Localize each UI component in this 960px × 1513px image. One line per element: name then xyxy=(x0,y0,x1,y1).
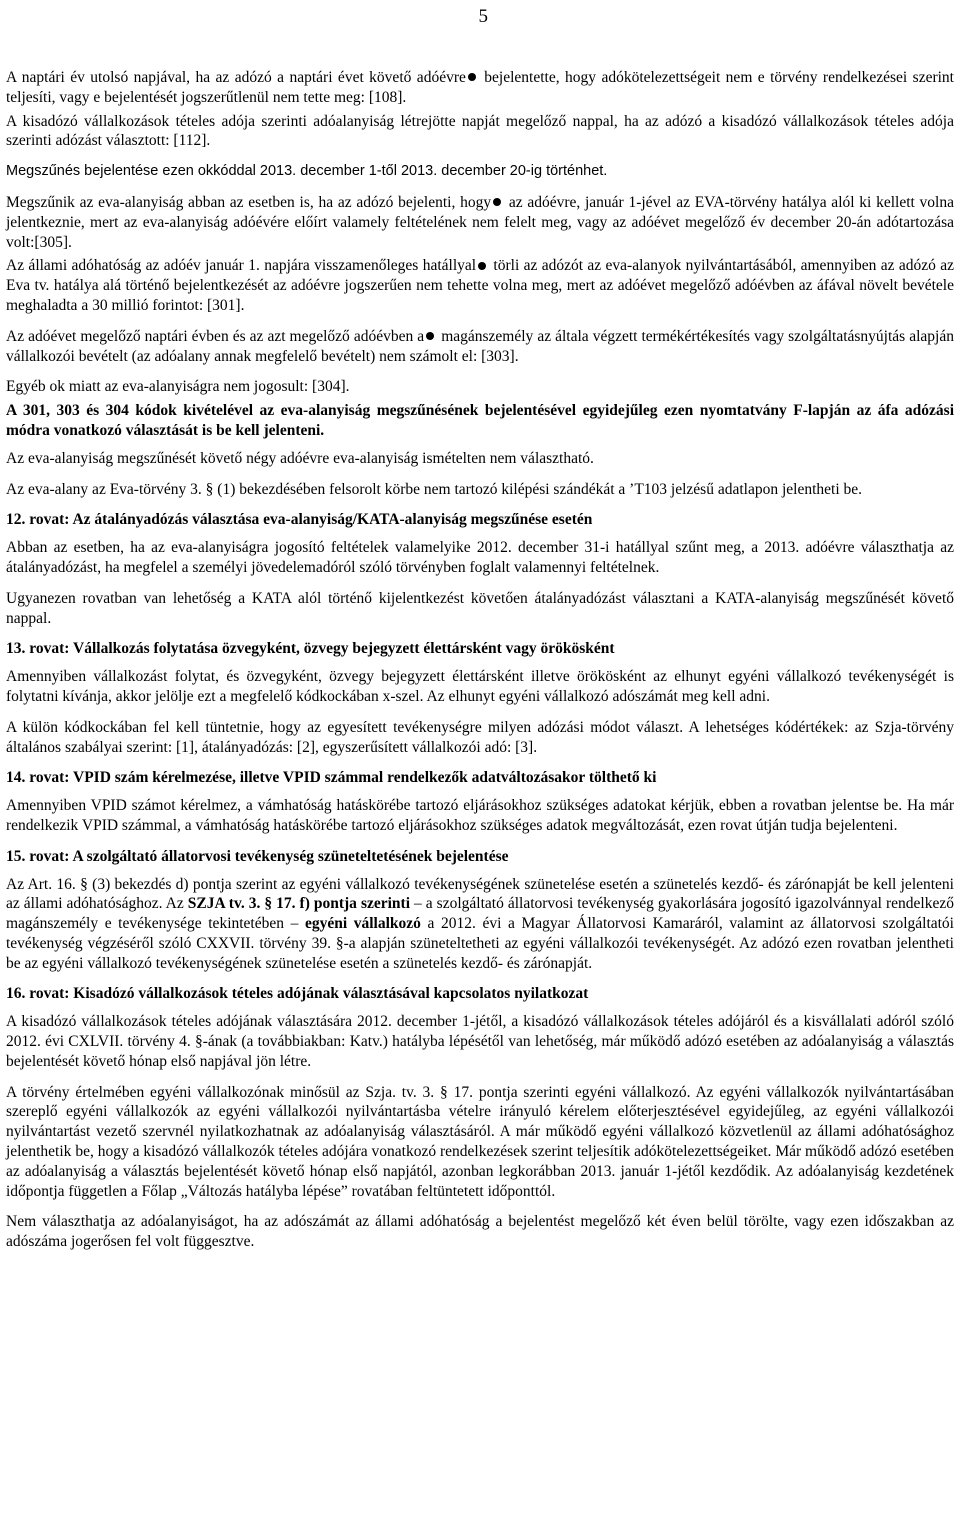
paragraph: A kisadózó vállalkozások tételes adójának választására 2012. december 1-jétől, a kisadózó vállalkozások tételes adójáról és a kisvállalati adóról szóló 2012. évi CXLVII. törvény 4. §-ának (a továbbiakban: Katv.) hatályba lépésétől van lehetőség, már működő adózó esetében az adóalanyiság a választás bejelentését követő hónap első napjával jön létre. xyxy=(6,1013,954,1070)
paragraph: Az eva-alany az Eva-törvény 3. § (1) bekezdésében felsorolt körbe nem tartozó kilépési szándékát a ’T103 jelzésű adatlapon jelentheti be. xyxy=(6,480,863,498)
paragraph: A külön kódkockában fel kell tüntetnie, hogy az egyesített tevékenységre milyen adózási módot választ. A lehetséges kódértékek: az Szja-törvény általános szabályai szerint: [1], átalányadózás: [2], egyszerűsített vállalkozói adó: [3]. xyxy=(6,718,954,756)
paragraph: Megszűnés bejelentése ezen okkóddal 2013. december 1-től 2013. december 20-ig történhet. xyxy=(6,163,608,180)
paragraph: A kisadózó vállalkozások tételes adója szerinti adóalanyiság létrejötte napját megelőző nappal, ha az adózó a kisadózó vállalkozások tételes adója szerinti adózást választott: [112]. xyxy=(6,112,954,150)
section-heading: 12. rovat: Az átalányadózás választása eva-alanyiság/KATA-alanyiság megszűnése esetén xyxy=(6,511,593,529)
paragraph: Abban az esetben, ha az eva-alanyiságra jogosító feltételek valamelyike 2012. december 31-i hatállyal szűnt meg, a 2013. adóévre választhatja az átalányadózást, ha megfelel a személyi jövedelemadóról szóló törvényben foglalt valamennyi feltételnek. xyxy=(6,539,954,576)
bold-paragraph: A 301, 303 és 304 kódok kivételével az eva-alanyiság megszűnésének bejelentésével egyidejűleg ezen nyomtatvány F-lapján az áfa adózási módra vonatkozó választását is be kell jelenteni. xyxy=(6,402,954,439)
section-heading: 13. rovat: Vállalkozás folytatása özvegyként, özvegy bejegyzett élettársként vagy örökösként xyxy=(6,640,615,658)
paragraph: Megszűnik az eva-alanyiság abban az esetben is, ha az adózó bejelenti, hogy az adóévre, január 1-jével az EVA-törvény hatálya alól ki kellett volna jelentkeznie, mert az eva-alanyiság adóévére előírt valamely feltételének nem felelt meg, vagy az adóévet megelőző év december 20-án adótartozása volt:[305]. xyxy=(6,193,954,251)
paragraph: Nem választhatja az adóalanyiságot, ha az adószámát az állami adóhatóság a bejelentést megelőző két éven belül törölte, vagy ezen időszakban az adószáma jogerősen fel volt függesztve. xyxy=(6,1213,954,1251)
section-heading: 15. rovat: A szolgáltató állatorvosi tevékenység szüneteltetésének bejelentése xyxy=(6,847,509,865)
section-heading: 16. rovat: Kisadózó vállalkozások tételes adójának választásával kapcsolatos nyilatkozat xyxy=(6,985,589,1003)
paragraph: A naptári év utolsó napjával, ha az adózó a naptári évet követő adóévre bejelentette, hogy adókötelezettségeit nem e törvény rendelkezései szerint teljesíti, vagy e bejelentését jogszerűtlenül nem tette meg: [108]. xyxy=(6,69,954,106)
paragraph: Az adóévet megelőző naptári évben és az azt megelőző adóévben a magánszemély az általa végzett termékértékesítés vagy szolgáltatásnyújtás alapján vállalkozói bevételt (az adóalany annak megfelelő bevételt) nem számolt el: [303]. xyxy=(6,327,954,365)
paragraph: Egyéb ok miatt az eva-alanyiságra nem jogosult: [304]. xyxy=(6,378,350,396)
paragraph: A törvény értelmében egyéni vállalkozónak minősül az Szja. tv. 3. § 17. pontja szerinti egyéni vállalkozó. Az egyéni vállalkozók nyilvántartásában szereplő egyéni vállalkozók az egyéni vállalkozói nyilvántartásba vételre irányuló kérelem előterjesztésével egyidejűleg, az egyéni vállalkozói nyilvántartást vezető szervnél nyilatkozhatnak az adóalanyiság választásáról. A már működő egyéni vállalkozó közvetlenül az állami adóhatósághoz jelenthetik be, hogy a kisadózó vállalkozók tételes adójára vonatkozó rendelkezések szerint teljesítik adókötelezettségeiket. Már működő adózó esetében az adóalanyiság a választás bejelentését követő hónap első napjától, azonban legkorábban 2013. január 1-jétől kezdődik. Az adóalanyiság kezdetének időpontja független a Főlap „Változás hatályba lépése” rovatában feltüntetett időponttól. xyxy=(6,1083,954,1200)
bullet-dot-icon xyxy=(426,332,434,340)
bullet-dot-icon xyxy=(468,73,476,81)
page-number: 5 xyxy=(478,6,488,27)
paragraph: Az eva-alanyiság megszűnését követő négy adóévre eva-alanyiság ismételten nem választható. xyxy=(6,449,594,467)
page-content xyxy=(6,68,954,1263)
paragraph: Amennyiben vállalkozást folytat, és özvegyként, özvegy bejegyzett élettársként illetve örökösként az elhunyt egyéni vállalkozó tevékenységét is folytatni kívánja, akkor jelölje ezt a megfelelő kódkockában x-szel. Az elhunyt egyéni vállalkozó adószámát meg kell adni. xyxy=(6,668,954,705)
paragraph: Ugyanezen rovatban van lehetőség a KATA alól történő kijelentkezést követően átalányadózást választani a KATA-alanyiság megszűnését követő nappal. xyxy=(6,589,954,627)
paragraph: Az állami adóhatóság az adóév január 1. napjára visszamenőleges hatállyal törli az adózót az eva-alanyok nyilvántartásából, amennyiben az adózó az Eva tv. hatálya alá történő bejelentkezését az adóévre jogszerűen nem tehette volna meg, mert az adóévet megelőző adóévben az áfával növelt bevétele meghaladta a 30 millió forintot: [301]. xyxy=(6,257,954,314)
bullet-dot-icon xyxy=(493,198,501,206)
bullet-dot-icon xyxy=(478,262,486,270)
paragraph: Az Art. 16. § (3) bekezdés d) pontja szerint az egyéni vállalkozó tevékenységének szünetelése esetén a szünetelés kezdő- és zárónapját be kell jelenteni az állami adóhatósághoz. Az SZJA tv. 3. § 17. f) pontja szerinti – a szolgáltató állatorvosi tevékenység gyakorlására jogosító igazolvánnyal rendelkező magánszemély e tevékenysége tekintetében – egyéni vállalkozó a 2012. évi a Magyar Állatorvosi Kamaráról, valamint az állatorvosi szolgáltatói tevékenység végzéséről szóló CXXVII. törvény 39. §-a alapján szüneteltetheti az egyéni vállalkozói tevékenységét. Az adózó ezen rovatban jelentheti be az egyéni vállalkozó tevékenységének szünetelése esetén a szünetelés kezdő- és zárónapját. xyxy=(6,875,954,972)
section-heading: 14. rovat: VPID szám kérelmezése, illetve VPID számmal rendelkezők adatváltozásakor tölthető ki xyxy=(6,769,657,787)
paragraph: Amennyiben VPID számot kérelmez, a vámhatóság hatáskörébe tartozó eljárásokhoz szükséges adatokat kérjük, ebben a rovatban jelentse be. Ha már rendelkezik VPID számmal, a vámhatóság hatáskörébe tartozó eljárásokhoz szükséges adatok megváltozását, ezen rovat útján tudja bejelenteni. xyxy=(6,797,954,834)
